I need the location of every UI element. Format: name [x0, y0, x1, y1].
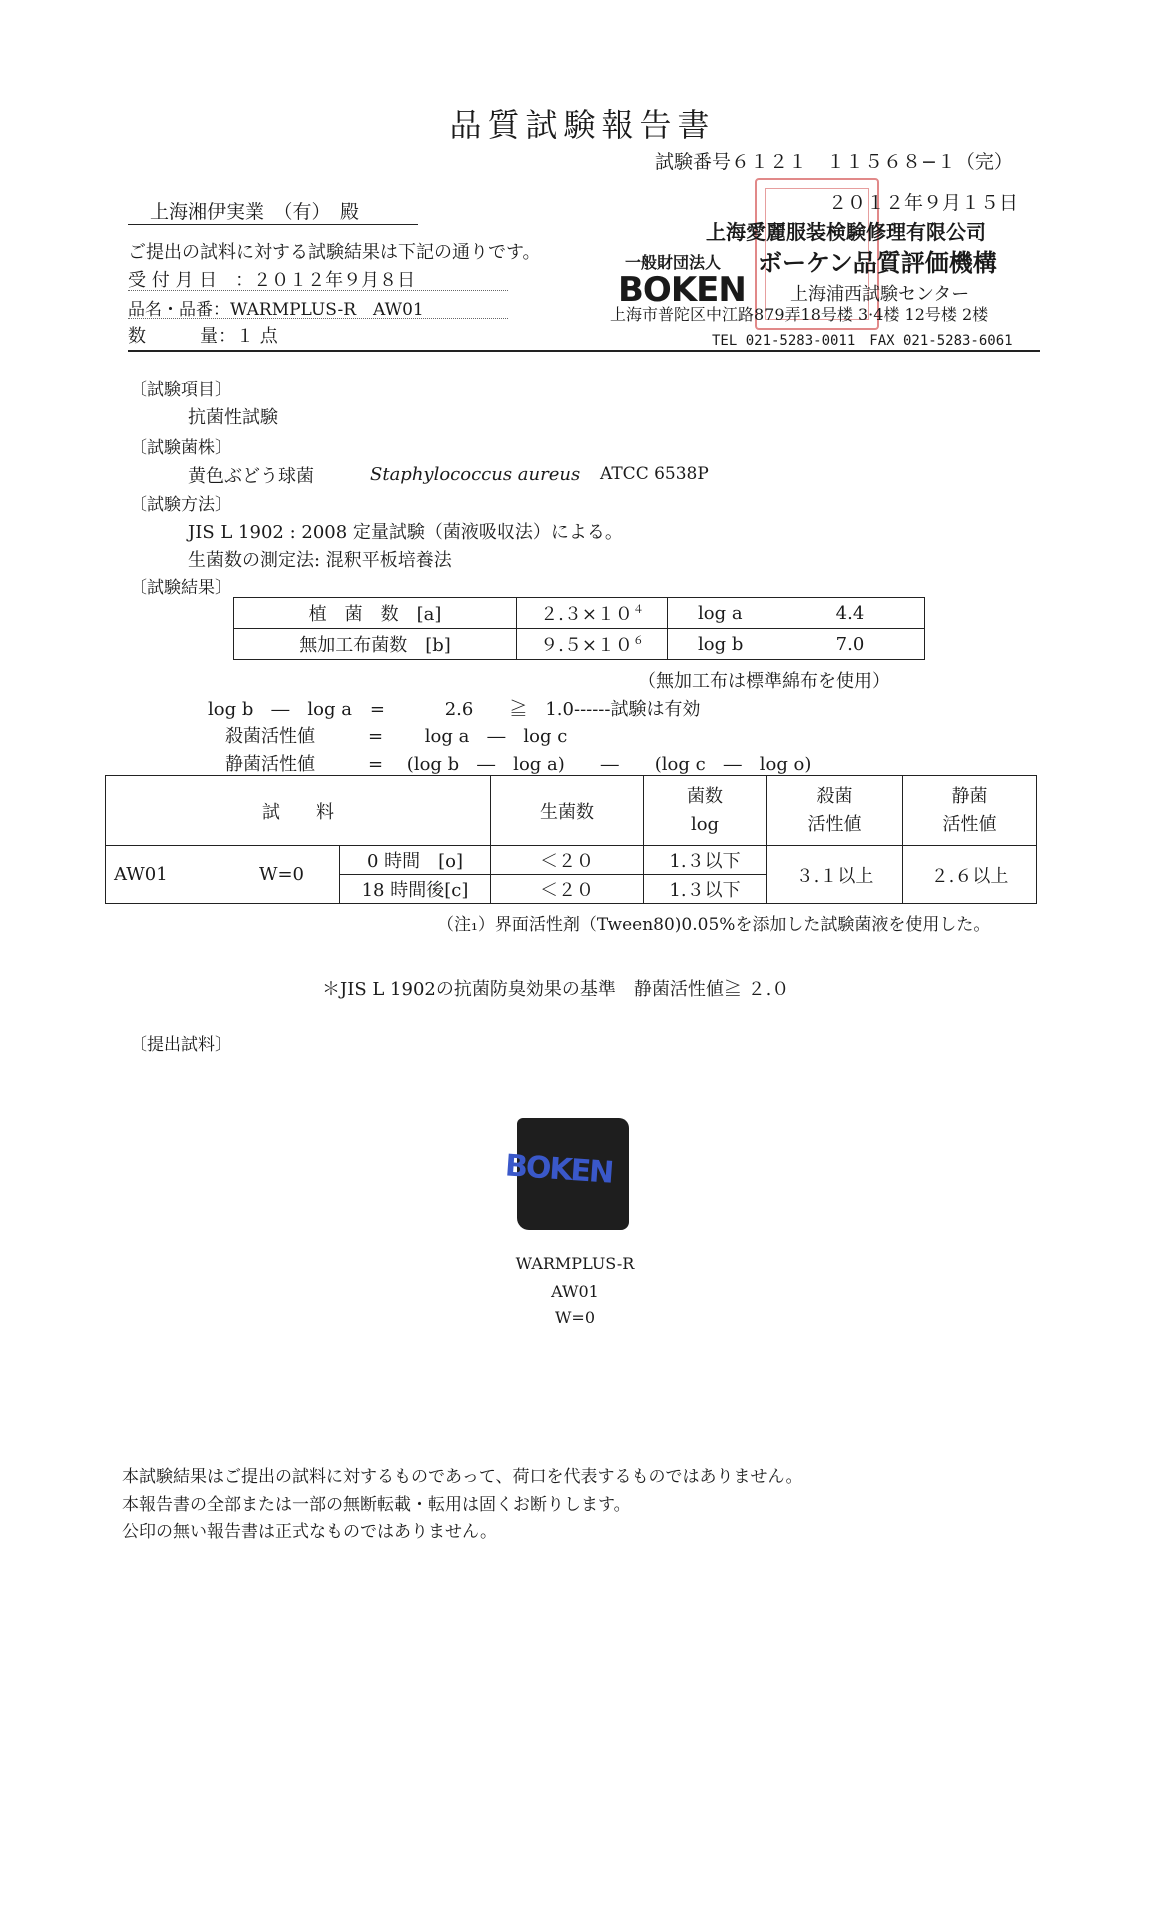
- strain-name-jp: 黄色ぶどう球菌: [188, 466, 314, 487]
- receipt-date: 受 付 月 日 ：２０１２年９月８日: [128, 270, 416, 291]
- inoculum-log-label: log b: [668, 629, 777, 660]
- time-label: 0 時間 [o]: [340, 846, 491, 875]
- sample-id: AW01: [106, 846, 225, 904]
- test-center: 上海浦西試験センター: [790, 284, 970, 305]
- bactericidal-formula: = log a ― log c: [368, 726, 568, 747]
- product-name: 品名・品番：WARMPLUS-R AW01: [128, 300, 424, 320]
- org-name: ボーケン品質評価機構: [758, 249, 997, 277]
- inoculum-value: $2.3\times 10^4$: [517, 598, 668, 629]
- org-prefix: 一般財団法人: [625, 253, 722, 272]
- bacteriostatic-header: 静菌 活性値: [903, 776, 1037, 846]
- issue-date: ２０１２年９月１５日: [828, 192, 1019, 214]
- result-table: [105, 775, 1037, 904]
- strain-name-latin: Staphylococcus aureus: [370, 464, 581, 485]
- test-item: 抗菌性試験: [188, 407, 278, 428]
- validity-formula: log b ― log a = 2.6 ≧ 1.0------試験は有効: [208, 699, 701, 720]
- result-heading: 〔試験結果〕: [130, 578, 232, 598]
- strain-heading: 〔試験菌株〕: [130, 438, 232, 458]
- inoculum-table: [233, 597, 925, 660]
- log-count: 1.３以下: [644, 875, 767, 904]
- viable-count: ＜２０: [491, 846, 644, 875]
- bactericidal-label: 殺菌活性値: [225, 726, 315, 747]
- criteria-text: ＊JIS L 1902の抗菌防臭効果の基準 静菌活性値≧ ２.０: [322, 979, 790, 1000]
- sample-caption-id: AW01: [551, 1282, 599, 1301]
- sample-boken-logo: BOKEN: [503, 1148, 614, 1191]
- inoculum-log-label: log a: [668, 598, 777, 629]
- inoculum-log-value: 4.4: [776, 598, 925, 629]
- submitted-sample-heading: 〔提出試料〕: [130, 1035, 232, 1055]
- table-row: [106, 846, 1037, 875]
- inoculum-log-value: 7.0: [776, 629, 925, 660]
- bacteriostatic-formula: = (log b ― log a) ― (log c ― log o): [368, 754, 812, 775]
- footer-line-1: 本試験結果はご提出の試料に対するものであって、荷口を代表するものではありません。: [122, 1467, 803, 1487]
- page-title: 品質試験報告書: [449, 106, 716, 144]
- sample-header: 試 料: [106, 776, 491, 846]
- time-label: 18 時間後[c]: [340, 875, 491, 904]
- inoculum-value: $9.5\times 10^6$: [517, 629, 668, 660]
- intro-text: ご提出の試料に対する試験結果は下記の通りです。: [128, 242, 541, 263]
- test-item-heading: 〔試験項目〕: [130, 380, 232, 400]
- method-heading: 〔試験方法〕: [130, 495, 232, 515]
- control-fabric-note: （無加工布は標準綿布を使用）: [638, 671, 890, 692]
- report-number: 試験番号６１２１ １１５６８−１（完）: [655, 151, 1013, 173]
- method-line-1: JIS L 1902 : 2008 定量試験（菌液吸収法）による。: [188, 522, 623, 543]
- bacteriostatic-label: 静菌活性値: [225, 754, 315, 775]
- sample-w: W=0: [224, 846, 340, 904]
- issuer-tel-fax: TEL 021-5283-0011 FAX 021-5283-6061: [712, 333, 1013, 349]
- client-name: 上海湘伊実業 （有） 殿: [150, 201, 360, 223]
- bactericidal-header: 殺菌 活性値: [767, 776, 903, 846]
- bacteriostatic-value: ２.６以上: [903, 846, 1037, 904]
- quantity: 数 量：１ 点: [128, 326, 278, 347]
- inoculum-label: 植 菌 数 [a]: [234, 598, 517, 629]
- strain-atcc: ATCC 6538P: [600, 464, 709, 484]
- method-line-2: 生菌数の測定法: 混釈平板培養法: [188, 550, 452, 571]
- result-header-row: [106, 776, 1037, 846]
- surfactant-note: （注₁）界面活性剤（Tween80)0.05%を添加した試験菌液を使用した。: [437, 915, 991, 935]
- log-count: 1.３以下: [644, 846, 767, 875]
- inoculum-row: [234, 629, 925, 660]
- inoculum-label: 無加工布菌数 [b]: [234, 629, 517, 660]
- bactericidal-value: ３.１以上: [767, 846, 903, 904]
- inoculum-row: [234, 598, 925, 629]
- viable-count-header: 生菌数: [491, 776, 644, 846]
- issuer-address: 上海市普陀区中江路879弄18号楼 3·4楼 12号楼 2楼: [610, 305, 989, 324]
- issuer-company: 上海愛麗服装検験修理有限公司: [706, 220, 986, 244]
- sample-caption-name: WARMPLUS-R: [515, 1254, 635, 1273]
- footer-line-3: 公印の無い報告書は正式なものではありません。: [122, 1522, 498, 1542]
- footer-line-2: 本報告書の全部または一部の無断転載・転用は固くお断りします。: [122, 1495, 631, 1515]
- viable-count: ＜２０: [491, 875, 644, 904]
- sample-caption-w: W=0: [554, 1308, 596, 1327]
- boken-logo: BOKEN: [618, 270, 746, 310]
- log-header: 菌数 log: [644, 776, 767, 846]
